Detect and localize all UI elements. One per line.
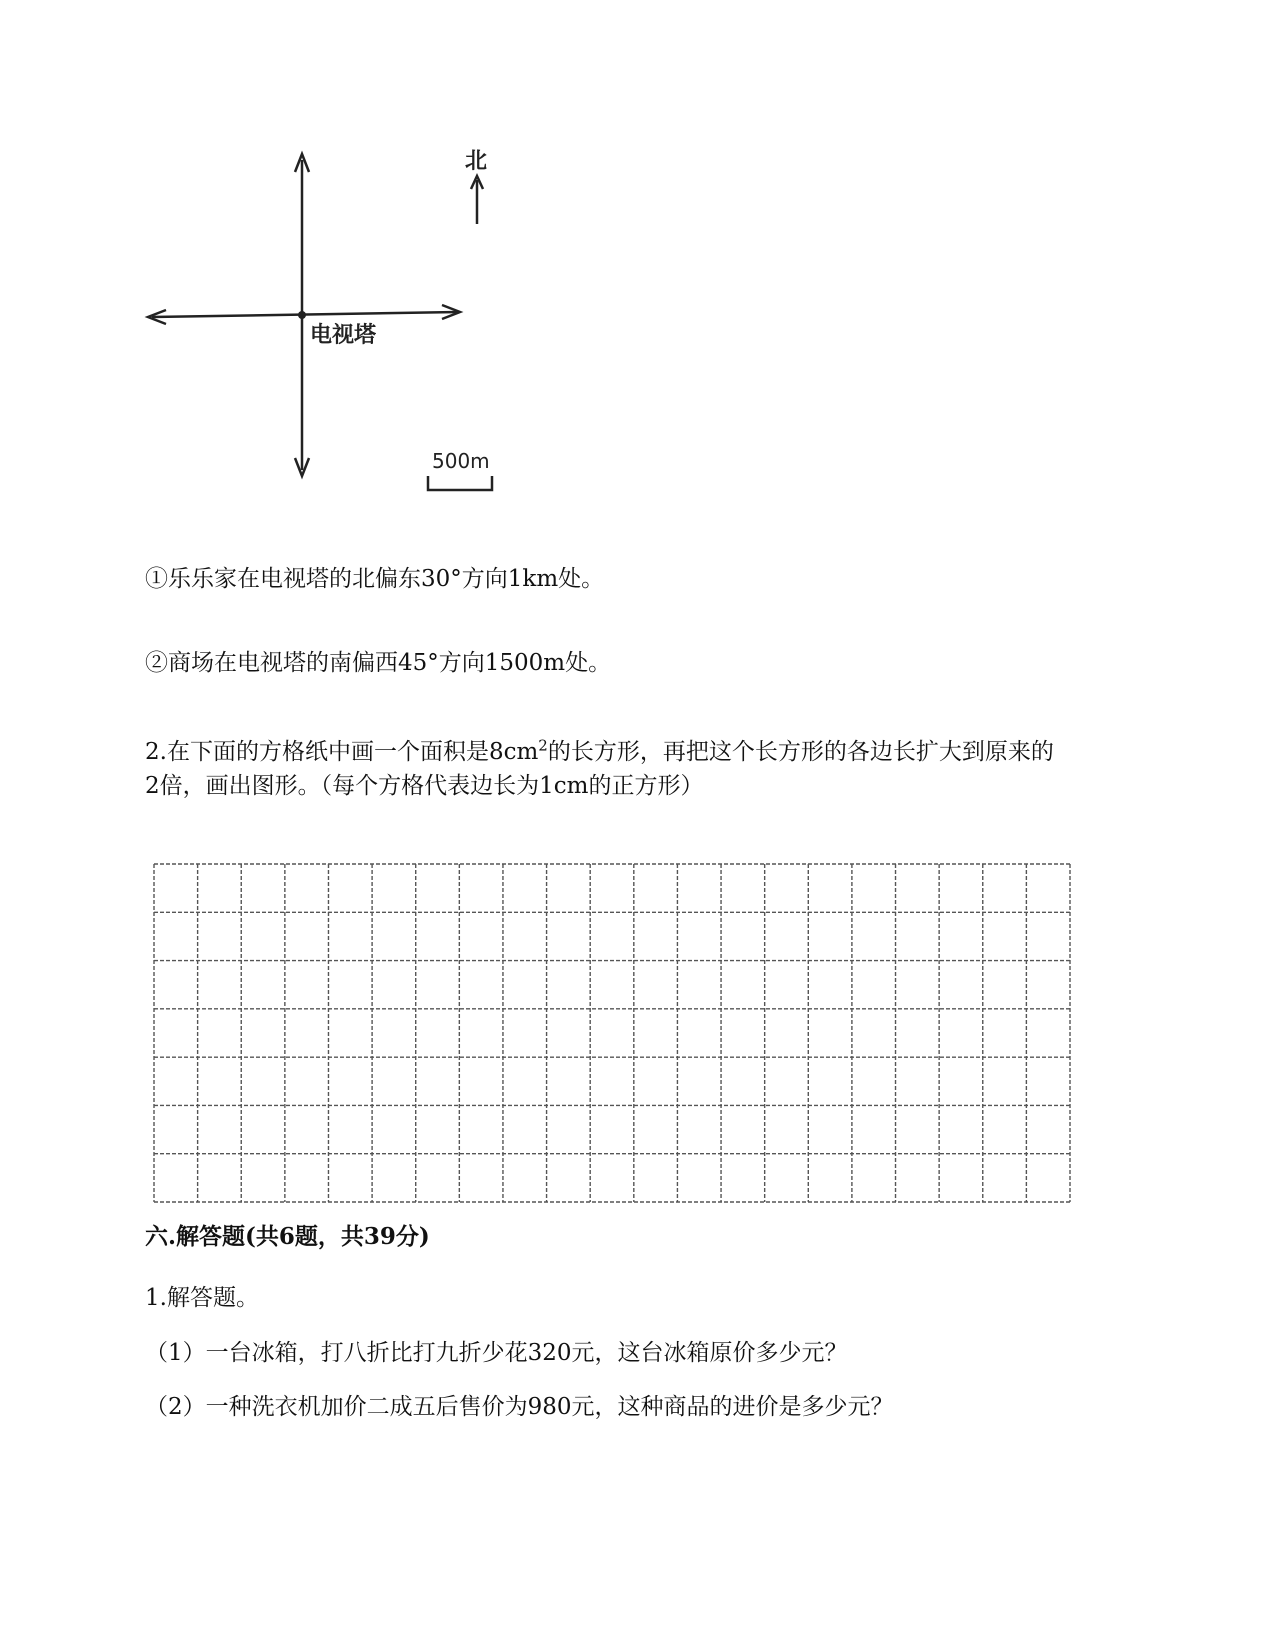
grid-paper bbox=[152, 862, 1072, 1204]
section-title: 六.解答题(共6题，共39分) bbox=[145, 1223, 430, 1250]
question-1-title: 1.解答题。 bbox=[145, 1285, 259, 1311]
question-2-line-2: 2倍，画出图形。（每个方格代表边长为1cm的正方形） bbox=[145, 773, 704, 799]
question-2-prefix: 2.在下面的方格纸中画一个面积是8cm bbox=[145, 739, 539, 765]
item-1 bbox=[145, 562, 604, 596]
question-2-line-1 bbox=[145, 735, 1125, 769]
question-2 bbox=[145, 735, 1125, 803]
grid-svg bbox=[152, 862, 1072, 1204]
item-1-text: 乐乐家在电视塔的北偏东30°方向1km处。 bbox=[168, 566, 605, 592]
direction-diagram bbox=[140, 140, 520, 520]
item-2-marker: ② bbox=[145, 650, 168, 676]
question-1-sub-2: （2）一种洗衣机加价二成五后售价为980元，这种商品的进价是多少元？ bbox=[145, 1394, 894, 1420]
item-2-text: 商场在电视塔的南偏西45°方向1500m处。 bbox=[168, 650, 612, 676]
question-2-superscript: 2 bbox=[538, 736, 548, 755]
center-point bbox=[298, 311, 306, 319]
item-2 bbox=[145, 646, 611, 680]
item-1-marker: ① bbox=[145, 566, 168, 592]
question-2-suffix: 的长方形，再把这个长方形的各边长扩大到原来的 bbox=[547, 739, 1054, 765]
direction-diagram-svg bbox=[140, 140, 520, 520]
scale-label: 500m bbox=[432, 449, 490, 473]
question-1-sub-1: （1）一台冰箱，打八折比打九折少花320元，这台冰箱原价多少元？ bbox=[145, 1340, 848, 1366]
scale-bar bbox=[428, 476, 492, 490]
north-label: 北 bbox=[465, 149, 488, 174]
center-label: 电视塔 bbox=[310, 323, 377, 348]
